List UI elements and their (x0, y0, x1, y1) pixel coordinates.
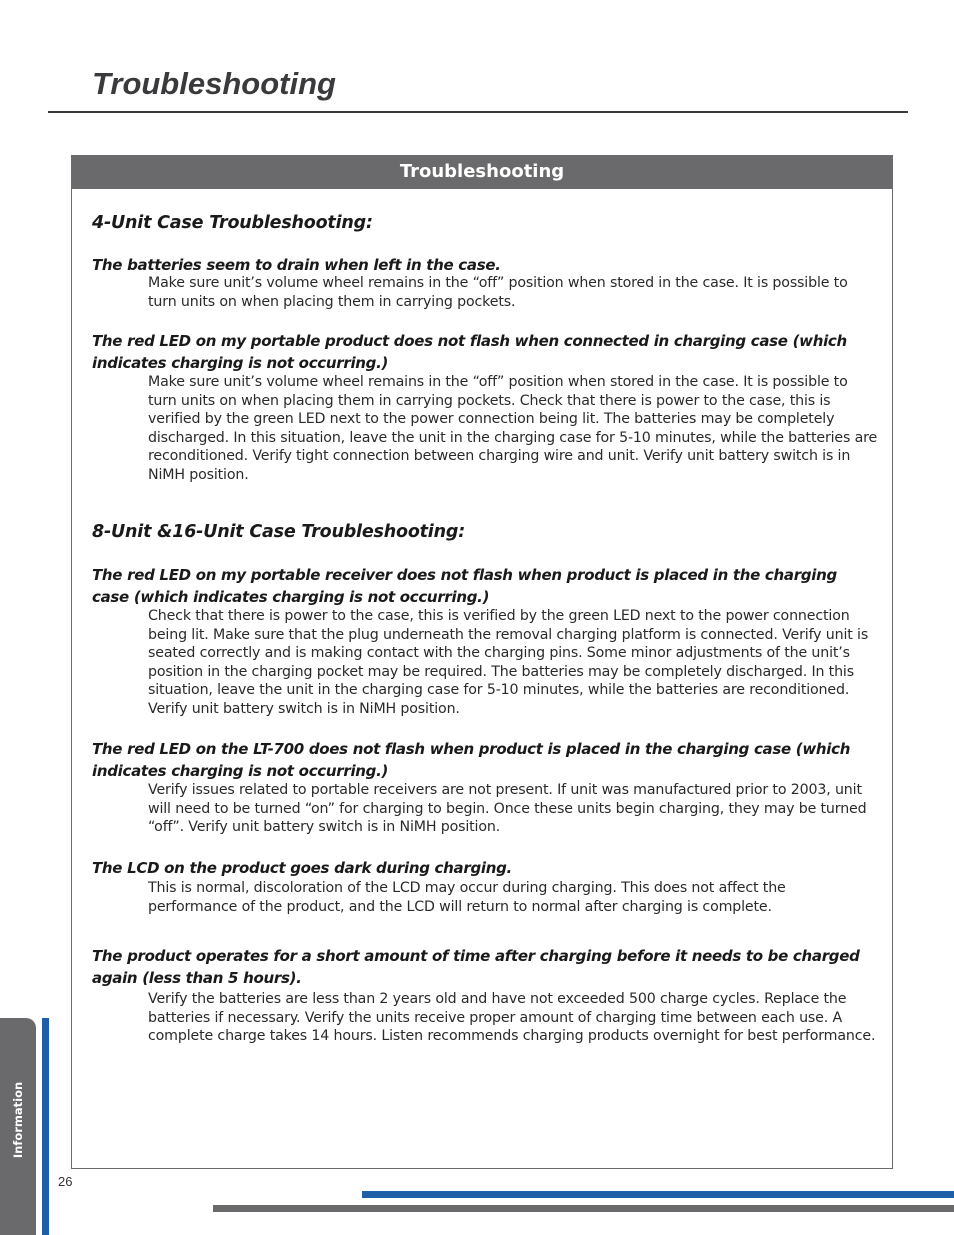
question-lcd-dark: The LCD on the product goes dark during charging. (92, 859, 512, 877)
question-red-led-lt700: The red LED on the LT-700 does not flash when product is placed in the charging case (which indicates charging is not occurring.) (92, 740, 851, 780)
answer-red-led-receiver: Check that there is power to the case, this is verified by the green LED next to the power connection being lit. Make sure that the plug underneath the removal charging platform is connected. Verify unit is seated correctly and is making contact with the charging pins. Some minor adjustments of the unit’s position in the charging pocket may be required. The batteries may be completely discharged. In this situation, leave the unit in the charging case for 5-10 minutes, while the batteries are reconditioned. Verify unit battery switch is in NiMH position. (148, 608, 869, 717)
answer-lcd-dark: This is normal, discoloration of the LCD may occur during charging. This does not affect the performance of the product, and the LCD will return to normal after charging is complete. (148, 880, 786, 915)
page-number: 26 (58, 1174, 73, 1189)
panel-header: Troubleshooting (72, 156, 892, 189)
question-red-led-receiver: The red LED on my portable receiver does not flash when product is placed in the charging case (which indicates charging is not occurring.) (92, 566, 837, 606)
answer-red-led-lt700: Verify issues related to portable receivers are not present. If unit was manufactured prior to 2003, unit will need to be turned “on” for charging to begin. Once these units begin charging, they may be turned “off”. Verify unit battery switch is in NiMH position. (148, 782, 867, 836)
section-title-4-unit: 4-Unit Case Troubleshooting: (92, 213, 373, 233)
section-title-8-16-unit: 8-Unit &16-Unit Case Troubleshooting: (92, 522, 465, 542)
side-accent-bar (42, 1018, 49, 1235)
question-red-led-portable: The red LED on my portable product does not flash when connected in charging case (which indicates charging is not occurring.) (92, 332, 847, 372)
answer-red-led-portable: Make sure unit’s volume wheel remains in the “off” position when stored in the case. It is possible to turn units on when placing them in carrying pockets. Check that there is power to the case, this is verified by the green LED next to the power connection being lit. The batteries may be completely discharged. In this situation, leave the unit in the charging case for 5-10 minutes, while the batteries are reconditioned. Verify tight connection between charging wire and unit. Verify unit battery switch is in NiMH position. (148, 374, 878, 483)
answer-battery-drain: Make sure unit’s volume wheel remains in the “off” position when stored in the case. It is possible to turn units on when placing them in carrying pockets. (148, 275, 848, 310)
question-short-operation: The product operates for a short amount of time after charging before it needs to be charged again (less than 5 hours). (92, 947, 860, 987)
footer-grey-bar (213, 1205, 954, 1212)
page-title: Troubleshooting (92, 66, 336, 101)
title-divider (48, 111, 908, 113)
side-tab-label: Information (11, 1081, 25, 1159)
footer-blue-bar (362, 1191, 954, 1198)
question-battery-drain: The batteries seem to drain when left in the case. (92, 256, 501, 274)
answer-short-operation: Verify the batteries are less than 2 years old and have not exceeded 500 charge cycles. Replace the batteries if necessary. Verify the units receive proper amount of charging time between each use. A complete charge takes 14 hours. Listen recommends charging products overnight for best performance. (148, 991, 876, 1045)
troubleshooting-panel (71, 155, 893, 1169)
